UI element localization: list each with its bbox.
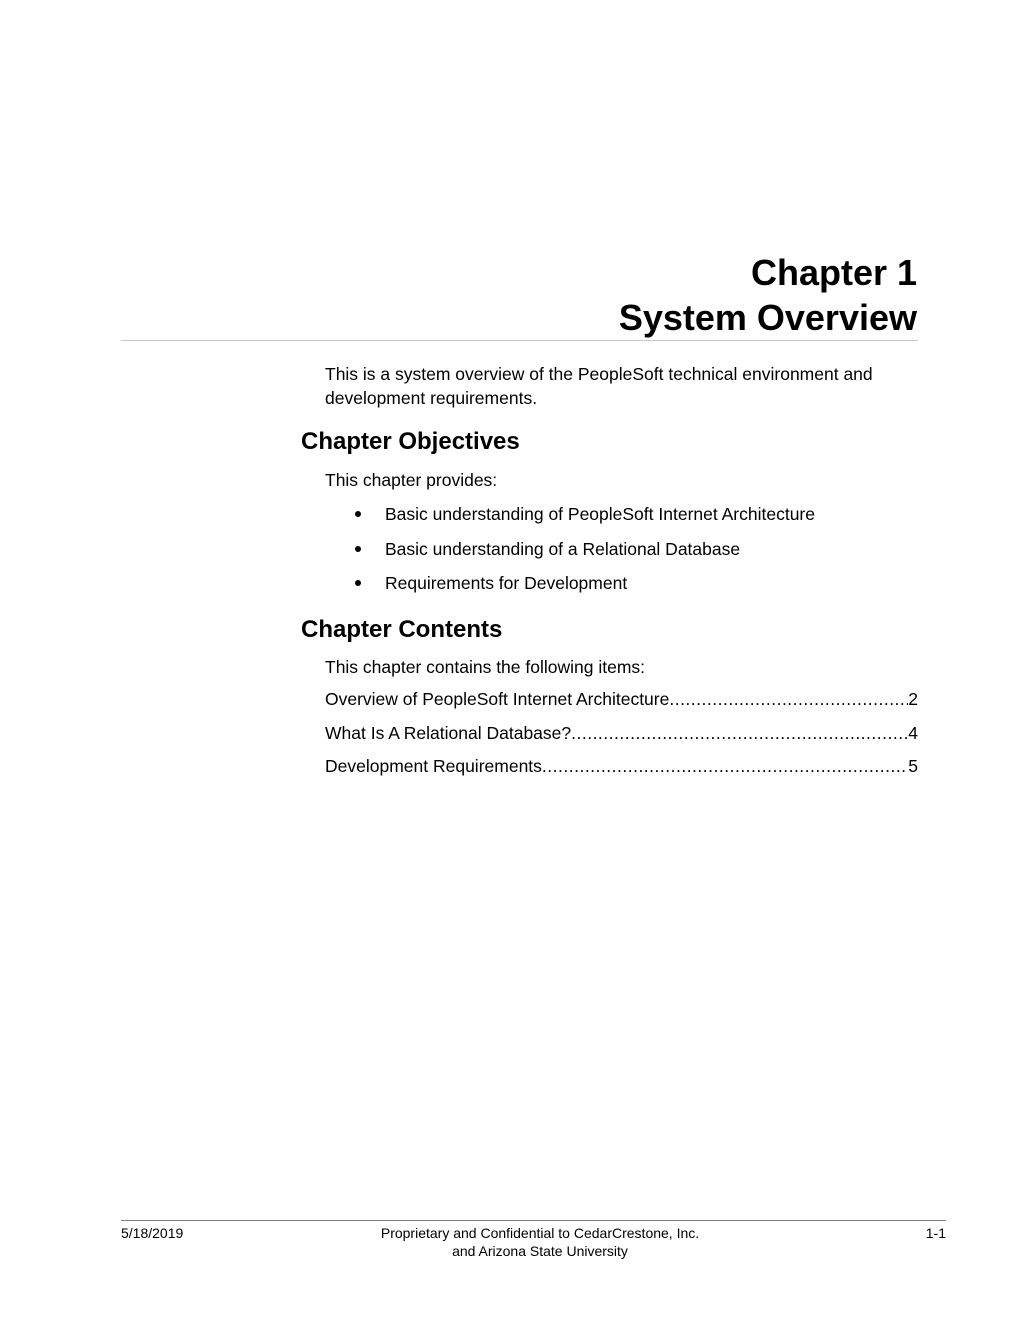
footer-confidentiality xyxy=(300,1224,780,1260)
bullet-icon xyxy=(355,511,361,517)
footer-confidential-line-2: and Arizona State University xyxy=(452,1243,628,1259)
list-item-text: Requirements for Development xyxy=(385,573,628,593)
objectives-lead: This chapter provides: xyxy=(325,470,498,490)
contents-heading: Chapter Contents xyxy=(301,616,503,643)
toc-entry[interactable] xyxy=(325,721,918,755)
table-of-contents xyxy=(325,687,918,788)
toc-entry[interactable] xyxy=(325,687,918,721)
footer-confidential-line-1: Proprietary and Confidential to CedarCrestone, Inc. xyxy=(380,1225,700,1241)
objectives-heading: Chapter Objectives xyxy=(301,428,520,455)
chapter-name: System Overview xyxy=(618,297,917,338)
footer-divider xyxy=(121,1220,946,1221)
toc-entry-label[interactable]: What Is A Relational Database? xyxy=(325,722,572,743)
contents-lead: This chapter contains the following items: xyxy=(325,657,646,677)
toc-entry-page[interactable]: 4 xyxy=(908,722,918,743)
footer-date: 5/18/2019 xyxy=(121,1225,184,1241)
bullet-icon xyxy=(355,580,361,586)
chapter-number: Chapter 1 xyxy=(750,252,917,293)
footer-page-number: 1-1 xyxy=(925,1225,946,1241)
toc-dot-leader xyxy=(669,687,908,711)
intro-paragraph: This is a system overview of the PeopleSoft technical environment and development requirements. xyxy=(325,364,873,408)
bullet-icon xyxy=(355,546,361,552)
toc-entry-label[interactable]: Development Requirements xyxy=(325,756,542,776)
list-item-text: Basic understanding of a Relational Database xyxy=(385,538,741,559)
toc-entry-page[interactable]: 2 xyxy=(908,689,918,709)
title-divider xyxy=(121,340,918,341)
toc-entry-label[interactable]: Overview of PeopleSoft Internet Architecture xyxy=(325,689,670,709)
toc-entry-page[interactable]: 5 xyxy=(908,756,918,776)
toc-dot-leader xyxy=(542,754,908,778)
toc-dot-leader xyxy=(571,721,908,745)
list-item-text: Basic understanding of PeopleSoft Internet Architecture xyxy=(385,504,815,524)
toc-entry[interactable] xyxy=(325,754,918,788)
chapter-title xyxy=(619,250,917,340)
